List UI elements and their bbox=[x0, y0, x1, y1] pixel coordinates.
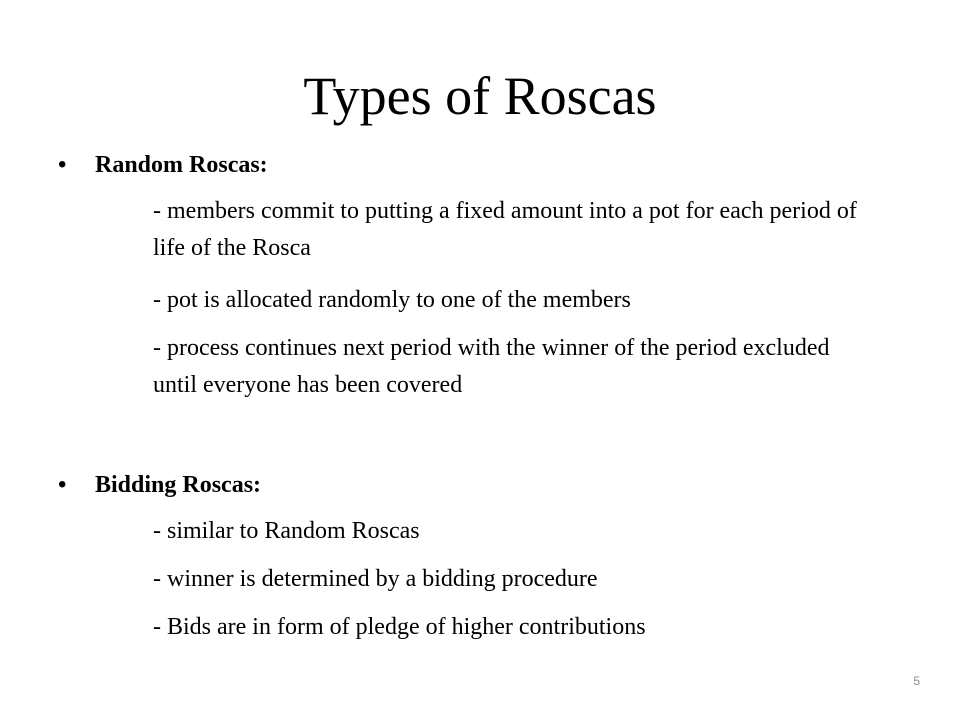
bullet-icon: • bbox=[58, 151, 67, 178]
bullet-bidding-roscas bbox=[0, 470, 960, 514]
sub-item: - process continues next period with the winner of the period excluded until everyone has been covered bbox=[153, 335, 830, 398]
slide-title: Types of Roscas bbox=[303, 66, 657, 126]
sub-item: - members commit to putting a fixed amount into a pot for each period of life of the Rosca bbox=[153, 198, 857, 261]
sub-item: - winner is determined by a bidding procedure bbox=[153, 566, 598, 592]
sub-item: - Bids are in form of pledge of higher contributions bbox=[153, 614, 646, 640]
section-heading-random: Random Roscas: bbox=[95, 152, 268, 178]
bullet-icon: • bbox=[58, 471, 67, 498]
bullet-random-roscas bbox=[0, 150, 960, 194]
sub-item: - pot is allocated randomly to one of the members bbox=[153, 287, 631, 313]
page-number: 5 bbox=[913, 674, 920, 688]
sub-item: - similar to Random Roscas bbox=[153, 518, 420, 544]
section-heading-bidding: Bidding Roscas: bbox=[95, 472, 262, 498]
